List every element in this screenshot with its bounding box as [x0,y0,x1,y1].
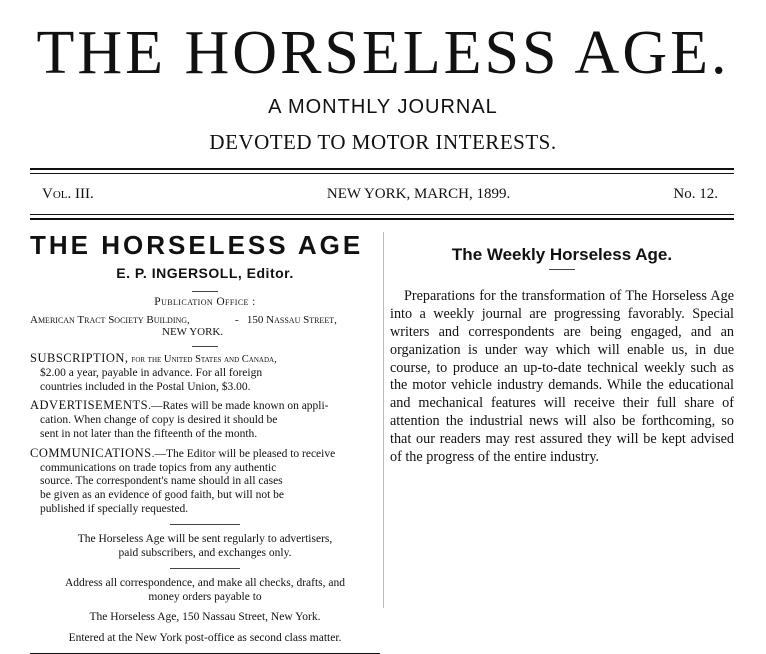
communications-line: published if specially requested. [40,502,189,515]
address-notice [30,576,380,646]
column-divider [383,232,384,608]
publication-office-address [30,314,380,338]
notice-line: The Horseless Age will be sent regularly to advertisers, [77,532,333,545]
advertisements-line: sent in not later than the fifteenth of the month. [40,427,258,440]
advertisements-line: cation. When change of copy is desired it should be [40,414,278,427]
office-building: American Tract Society Building, [30,314,190,326]
divider [192,291,218,292]
subscription-paragraph [30,351,380,394]
issue-info-row [42,186,718,203]
address-line: Address all correspondence, and make all checks, drafts, and [64,576,346,589]
masthead-tagline: DEVOTED TO MOTOR INTERESTS. [209,130,557,154]
office-dash: - [235,314,239,326]
advertisements-line: .—Rates will be made known on appli- [148,400,329,413]
issue-number: No. 12. [673,186,718,202]
divider [192,346,218,347]
issue-place-date: NEW YORK, MARCH, 1899. [326,186,511,202]
left-column [30,232,380,654]
subscription-line: $2.00 a year, payable in advance. For all foreign [40,366,263,379]
address-line: The Horseless Age, 150 Nassau Street, New York. [89,611,321,624]
communications-lead: COMMUNICATIONS [30,445,152,460]
article-title: The Weekly Horseless Age. [451,245,673,264]
notice-line: paid subscribers, and exchanges only. [118,547,292,560]
top-rule-thin [30,173,734,174]
entered-notice: Entered at the New York post-office as second class matter. [68,631,342,644]
article-body: Preparations for the transformation of The Horseless Age into a weekly journal are progressing favorably. Special writers and correspondents are being engaged, and an organization is under way which will enable us, in due course, to produce an up-to-date technical weekly such as the motor vehicle industry demands. While the educational and mechanical features will receive their full share of attention the industrial news will also be forthcoming, so that our readers may rest assured they will be kept advised of the progress of the entire industry. [390,288,734,466]
communications-line: be given as an evidence of good faith, but will not be [40,489,284,502]
masthead-subtitle: A MONTHLY JOURNAL [268,96,498,118]
divider [170,524,240,525]
divider [549,269,575,270]
distribution-notice [30,532,380,561]
communications-line: source. The correspondent's name should in all cases [40,475,283,488]
office-street: 150 Nassau Street, [246,314,337,326]
subscription-line: for the United States and Canada, [131,354,277,365]
editor-line: E. P. INGERSOLL, Editor. [116,265,294,281]
subscription-lead: SUBSCRIPTION, [30,351,129,365]
office-city: NEW YORK. [162,326,224,338]
address-line: money orders payable to [148,590,262,603]
subscription-line: countries included in the Postal Union, $3.00. [40,380,251,393]
volume-label: Vol. III. [42,186,94,202]
communications-line: .—The Editor will be pleased to receive [151,447,336,460]
communications-line: communications on trade topics from any authentic [40,461,277,474]
left-column-title: THE HORSELESS AGE [30,230,364,260]
right-column [390,245,734,481]
masthead-title: THE HORSELESS AGE. [36,19,730,87]
advertisements-paragraph [30,398,380,441]
issue-rule-thin [30,214,734,215]
communications-paragraph [30,446,380,517]
top-rule-thick [30,168,734,170]
advertisements-lead: ADVERTISEMENTS [30,398,149,413]
divider [170,568,240,569]
issue-rule-thick [30,218,734,220]
publication-office-heading: Publication Office : [154,296,256,308]
